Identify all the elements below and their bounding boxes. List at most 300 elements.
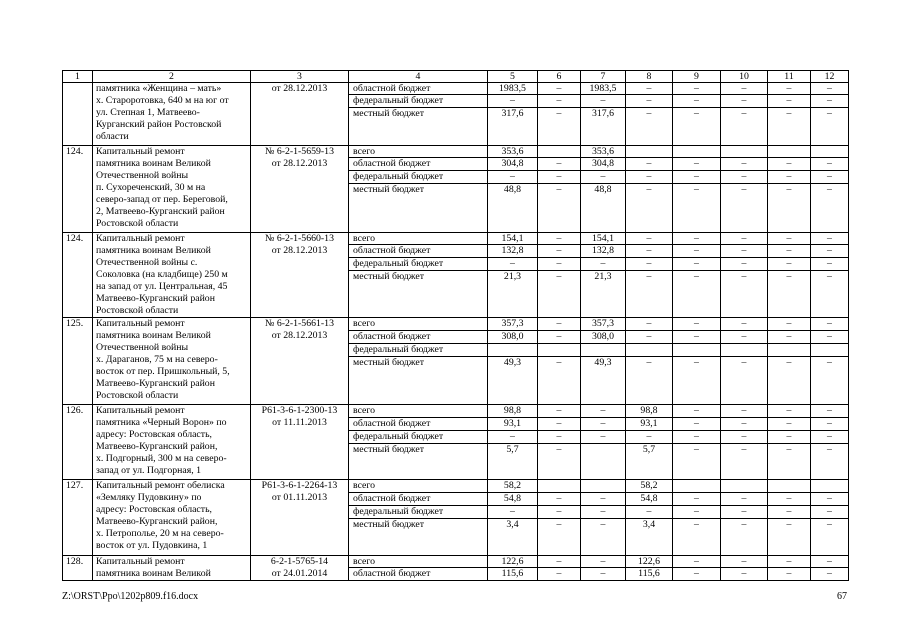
budget-value xyxy=(538,344,581,357)
budget-value: – xyxy=(768,95,811,108)
description-line: Отечественной войны xyxy=(96,342,189,353)
budget-type: всего xyxy=(349,146,488,158)
budget-value: – xyxy=(538,519,581,556)
budget-type: областной бюджет xyxy=(349,418,488,431)
budget-value: 21,3 xyxy=(488,271,538,318)
description-line: Ростовской области xyxy=(96,305,179,316)
document-line: от 28.12.2013 xyxy=(271,83,328,94)
document-reference xyxy=(251,83,349,146)
budget-value: – xyxy=(768,506,811,519)
budget-value xyxy=(811,344,849,357)
description-line: восток от пер. Пришкольный, 5, xyxy=(96,366,230,377)
description-line: х. Староротовка, 640 м на юг от xyxy=(96,95,229,106)
table-row xyxy=(63,556,849,581)
budget-value: – xyxy=(811,418,849,431)
budget-value: – xyxy=(626,271,673,318)
budget-value: – xyxy=(626,431,673,444)
budget-value xyxy=(581,344,626,357)
page-number: 67 xyxy=(837,591,847,602)
document-reference xyxy=(251,556,349,581)
budget-value: – xyxy=(721,493,768,506)
budget-value: – xyxy=(673,331,721,344)
budget-value: – xyxy=(581,258,626,271)
table-header-row xyxy=(63,71,849,83)
budget-value: – xyxy=(538,331,581,344)
budget-value: – xyxy=(811,245,849,258)
budget-value: – xyxy=(721,556,768,568)
budget-type: федеральный бюджет xyxy=(349,431,488,444)
budget-value: – xyxy=(721,357,768,405)
budget-value: – xyxy=(811,184,849,233)
budget-value: – xyxy=(626,258,673,271)
budget-value: – xyxy=(581,405,626,418)
document-line: от 24.01.2014 xyxy=(271,568,328,579)
document-line: Р61-3-6-1-2264-13 xyxy=(261,480,338,491)
budget-value: 308,0 xyxy=(488,331,538,344)
budget-value: – xyxy=(581,556,626,568)
budget-value: 48,8 xyxy=(488,184,538,233)
description-line: Матвеево-Курганский район xyxy=(96,378,215,389)
budget-value xyxy=(626,146,673,158)
description-line: Ростовской области xyxy=(96,218,179,229)
budget-value xyxy=(626,344,673,357)
budget-value: – xyxy=(721,171,768,184)
budget-value: – xyxy=(811,519,849,556)
document-line: 6-2-1-5765-14 xyxy=(270,556,329,567)
budget-value: – xyxy=(768,233,811,245)
budget-type: федеральный бюджет xyxy=(349,344,488,357)
header-cell: 4 xyxy=(349,71,488,83)
budget-value xyxy=(721,146,768,158)
description-line: Капитальный ремонт xyxy=(96,233,185,244)
budget-value: – xyxy=(673,258,721,271)
description-line: ул. Степная 1, Матвеево- xyxy=(96,107,200,118)
budget-value: – xyxy=(811,95,849,108)
description-line: Ростовской области xyxy=(96,390,179,401)
budget-value: – xyxy=(626,318,673,331)
budget-value: – xyxy=(626,184,673,233)
budget-value: – xyxy=(811,258,849,271)
budget-value xyxy=(673,146,721,158)
budget-value: 353,6 xyxy=(581,146,626,158)
budget-value: – xyxy=(673,519,721,556)
budget-value: – xyxy=(721,405,768,418)
budget-value: 132,8 xyxy=(488,245,538,258)
budget-value xyxy=(581,480,626,493)
budget-value: 58,2 xyxy=(626,480,673,493)
budget-value: 308,0 xyxy=(581,331,626,344)
budget-value: – xyxy=(581,171,626,184)
description-line: 2, Матвеево-Курганский район xyxy=(96,206,225,217)
budget-value xyxy=(581,444,626,480)
description-line: Курганский район Ростовской xyxy=(96,119,222,130)
header-cell: 10 xyxy=(721,71,768,83)
budget-type: федеральный бюджет xyxy=(349,95,488,108)
description-line: Матвеево-Курганский район xyxy=(96,293,215,304)
description-line: памятника воинам Великой xyxy=(96,330,211,341)
document-line: от 28.12.2013 xyxy=(271,158,328,169)
budget-value: – xyxy=(811,158,849,171)
budget-value: – xyxy=(538,184,581,233)
row-number xyxy=(63,83,93,146)
budget-value: 353,6 xyxy=(488,146,538,158)
document-line: от 28.12.2013 xyxy=(271,245,328,256)
budget-value xyxy=(488,344,538,357)
header-cell: 8 xyxy=(626,71,673,83)
description-line: памятника «Женщина – мать» xyxy=(96,83,222,94)
document-reference xyxy=(251,480,349,556)
budget-type: областной бюджет xyxy=(349,83,488,95)
budget-value: 154,1 xyxy=(488,233,538,245)
budget-value: – xyxy=(811,444,849,480)
budget-value xyxy=(721,344,768,357)
budget-type: федеральный бюджет xyxy=(349,258,488,271)
budget-value xyxy=(768,344,811,357)
budget-value: 98,8 xyxy=(626,405,673,418)
document-reference xyxy=(251,405,349,480)
budget-value: 115,6 xyxy=(626,568,673,581)
budget-value: 317,6 xyxy=(488,108,538,146)
budget-value: – xyxy=(673,95,721,108)
budget-value: – xyxy=(626,108,673,146)
budget-value: 1983,5 xyxy=(488,83,538,95)
budget-value: – xyxy=(768,258,811,271)
budget-value: – xyxy=(673,171,721,184)
budget-value: – xyxy=(768,519,811,556)
budget-value: – xyxy=(538,271,581,318)
description-line: Отечественной войны xyxy=(96,170,189,181)
budget-value: – xyxy=(626,245,673,258)
budget-value: 304,8 xyxy=(581,158,626,171)
budget-value: – xyxy=(721,568,768,581)
row-number: 124. xyxy=(63,233,93,318)
budget-type: местный бюджет xyxy=(349,271,488,318)
budget-type: всего xyxy=(349,318,488,331)
budget-value: – xyxy=(673,108,721,146)
document-line: № 6-2-1-5661-13 xyxy=(265,318,334,329)
budget-value: – xyxy=(538,318,581,331)
budget-value: – xyxy=(768,245,811,258)
budget-value: – xyxy=(538,493,581,506)
description-line: Капитальный ремонт xyxy=(96,318,185,329)
budget-value: – xyxy=(626,171,673,184)
budget-value: – xyxy=(721,258,768,271)
budget-value: – xyxy=(488,258,538,271)
budget-value: – xyxy=(768,171,811,184)
budget-value: 122,6 xyxy=(488,556,538,568)
budget-value: 5,7 xyxy=(488,444,538,480)
budget-value: – xyxy=(581,431,626,444)
budget-value: – xyxy=(768,405,811,418)
row-number: 124. xyxy=(63,146,93,233)
budget-value: – xyxy=(768,318,811,331)
budget-type: местный бюджет xyxy=(349,184,488,233)
budget-value: 154,1 xyxy=(581,233,626,245)
budget-value xyxy=(768,480,811,493)
budget-value: – xyxy=(538,506,581,519)
budget-value: – xyxy=(768,184,811,233)
budget-value: – xyxy=(673,431,721,444)
budget-value: 115,6 xyxy=(488,568,538,581)
description-line: «Земляку Пудовкину» по xyxy=(96,492,202,503)
budget-value: – xyxy=(768,431,811,444)
budget-value: – xyxy=(581,506,626,519)
budget-value: – xyxy=(768,357,811,405)
table-row xyxy=(63,318,849,405)
budget-value: – xyxy=(538,556,581,568)
budget-value: – xyxy=(721,444,768,480)
budget-value: – xyxy=(673,405,721,418)
budget-value: – xyxy=(626,506,673,519)
budget-value: – xyxy=(721,184,768,233)
budget-value: 54,8 xyxy=(488,493,538,506)
object-description xyxy=(93,556,251,581)
description-line: Матвеево-Курганский район, xyxy=(96,516,218,527)
description-line: памятника воинам Великой xyxy=(96,568,211,579)
description-line: Соколовка (на кладбище) 250 м xyxy=(96,269,228,280)
budget-value: – xyxy=(538,258,581,271)
budget-type: федеральный бюджет xyxy=(349,506,488,519)
budget-value: 93,1 xyxy=(626,418,673,431)
budget-value xyxy=(673,480,721,493)
header-cell: 3 xyxy=(251,71,349,83)
budget-value: – xyxy=(721,95,768,108)
budget-value: 357,3 xyxy=(488,318,538,331)
description-line: Капитальный ремонт xyxy=(96,556,185,567)
budget-value: 304,8 xyxy=(488,158,538,171)
table-row xyxy=(63,146,849,233)
budget-value: – xyxy=(811,233,849,245)
budget-value: 98,8 xyxy=(488,405,538,418)
object-description xyxy=(93,318,251,405)
budget-value: – xyxy=(768,568,811,581)
budget-type: всего xyxy=(349,480,488,493)
header-cell: 9 xyxy=(673,71,721,83)
document-reference xyxy=(251,233,349,318)
description-line: х. Подгорный, 300 м на северо- xyxy=(96,453,227,464)
budget-value: – xyxy=(488,431,538,444)
budget-value: 357,3 xyxy=(581,318,626,331)
budget-value xyxy=(721,480,768,493)
description-line: северо-запад от пер. Береговой, xyxy=(96,194,228,205)
budget-value: 3,4 xyxy=(488,519,538,556)
budget-value: 49,3 xyxy=(488,357,538,405)
document-line: от 28.12.2013 xyxy=(271,330,328,341)
budget-value: – xyxy=(538,431,581,444)
budget-value: – xyxy=(673,158,721,171)
description-line: области xyxy=(96,131,129,142)
description-line: п. Сухореченский, 30 м на xyxy=(96,182,206,193)
budget-value: – xyxy=(768,331,811,344)
description-line: Капитальный ремонт xyxy=(96,405,185,416)
document-line: от 01.11.2013 xyxy=(271,492,328,503)
budget-value: – xyxy=(721,431,768,444)
budget-value: – xyxy=(768,158,811,171)
budget-value: – xyxy=(811,506,849,519)
budget-value: – xyxy=(673,233,721,245)
budget-value: 3,4 xyxy=(626,519,673,556)
description-line: х. Петрополье, 20 м на северо- xyxy=(96,528,224,539)
budget-value: – xyxy=(721,506,768,519)
budget-value xyxy=(538,480,581,493)
budget-value: – xyxy=(768,444,811,480)
budget-value: 317,6 xyxy=(581,108,626,146)
budget-value: 122,6 xyxy=(626,556,673,568)
budget-value: – xyxy=(673,418,721,431)
budget-value: – xyxy=(673,568,721,581)
budget-value: – xyxy=(673,493,721,506)
document-reference xyxy=(251,146,349,233)
document-reference xyxy=(251,318,349,405)
budget-table xyxy=(62,70,849,581)
budget-value: – xyxy=(626,357,673,405)
budget-value: 21,3 xyxy=(581,271,626,318)
header-cell: 2 xyxy=(93,71,251,83)
budget-value: – xyxy=(811,331,849,344)
budget-value: 54,8 xyxy=(626,493,673,506)
budget-type: всего xyxy=(349,556,488,568)
budget-value: – xyxy=(721,233,768,245)
budget-value: – xyxy=(538,171,581,184)
budget-value: 132,8 xyxy=(581,245,626,258)
budget-value: – xyxy=(581,568,626,581)
file-path: Z:\ORST\Ppo\1202p809.f16.docx xyxy=(62,591,199,602)
budget-value: – xyxy=(721,418,768,431)
budget-value: – xyxy=(538,568,581,581)
budget-value: – xyxy=(626,331,673,344)
budget-value: – xyxy=(673,271,721,318)
header-cell: 5 xyxy=(488,71,538,83)
budget-value: 49,3 xyxy=(581,357,626,405)
table-row xyxy=(63,480,849,556)
budget-value: – xyxy=(626,95,673,108)
budget-value: – xyxy=(811,568,849,581)
description-line: адресу: Ростовская область, xyxy=(96,429,212,440)
budget-value: – xyxy=(811,431,849,444)
budget-type: областной бюджет xyxy=(349,568,488,581)
budget-value: – xyxy=(673,184,721,233)
budget-value: – xyxy=(811,108,849,146)
header-cell: 11 xyxy=(768,71,811,83)
budget-type: местный бюджет xyxy=(349,519,488,556)
object-description xyxy=(93,405,251,480)
budget-value: – xyxy=(811,171,849,184)
budget-type: областной бюджет xyxy=(349,493,488,506)
budget-type: местный бюджет xyxy=(349,357,488,405)
budget-value: – xyxy=(673,318,721,331)
budget-value: 93,1 xyxy=(488,418,538,431)
budget-value: – xyxy=(721,108,768,146)
object-description xyxy=(93,146,251,233)
budget-value: – xyxy=(811,83,849,95)
budget-value: – xyxy=(673,556,721,568)
table-row xyxy=(63,233,849,318)
budget-value: – xyxy=(538,245,581,258)
budget-value xyxy=(538,146,581,158)
budget-value: – xyxy=(811,318,849,331)
description-line: восток от ул. Пудовкина, 1 xyxy=(96,540,208,551)
object-description xyxy=(93,480,251,556)
description-line: х. Дараганов, 75 м на северо- xyxy=(96,354,218,365)
budget-value: – xyxy=(538,444,581,480)
budget-value: – xyxy=(626,233,673,245)
budget-value: – xyxy=(768,271,811,318)
description-line: на запад от ул. Центральная, 45 xyxy=(96,281,228,292)
budget-type: областной бюджет xyxy=(349,331,488,344)
row-number: 126. xyxy=(63,405,93,480)
document-line: от 11.11.2013 xyxy=(272,417,327,428)
budget-value: – xyxy=(721,271,768,318)
description-line: Матвеево-Курганский район, xyxy=(96,441,218,452)
budget-value: – xyxy=(768,418,811,431)
description-line: памятника «Черный Ворон» по xyxy=(96,417,227,428)
object-description xyxy=(93,83,251,146)
row-number: 127. xyxy=(63,480,93,556)
budget-value: – xyxy=(721,519,768,556)
budget-value: 5,7 xyxy=(626,444,673,480)
description-line: памятника воинам Великой xyxy=(96,245,211,256)
budget-value xyxy=(811,480,849,493)
document-line: Р61-3-6-1-2300-13 xyxy=(261,405,338,416)
budget-value: – xyxy=(721,245,768,258)
budget-value: 1983,5 xyxy=(581,83,626,95)
description-line: адресу: Ростовская область, xyxy=(96,504,212,515)
budget-value: – xyxy=(721,318,768,331)
budget-value: – xyxy=(538,158,581,171)
budget-value: – xyxy=(811,271,849,318)
budget-value: – xyxy=(488,95,538,108)
document-line: № 6-2-1-5659-13 xyxy=(265,146,334,157)
budget-value: – xyxy=(811,556,849,568)
header-cell: 1 xyxy=(63,71,93,83)
budget-value: – xyxy=(538,233,581,245)
description-line: памятника воинам Великой xyxy=(96,158,211,169)
budget-value: – xyxy=(811,493,849,506)
budget-value: – xyxy=(768,83,811,95)
header-cell: 7 xyxy=(581,71,626,83)
budget-value: – xyxy=(768,493,811,506)
budget-value: – xyxy=(721,331,768,344)
budget-value xyxy=(811,146,849,158)
budget-value: – xyxy=(538,108,581,146)
budget-value: – xyxy=(673,245,721,258)
budget-value: – xyxy=(581,493,626,506)
budget-value: – xyxy=(488,506,538,519)
row-number: 128. xyxy=(63,556,93,581)
budget-type: местный бюджет xyxy=(349,108,488,146)
description-line: Капитальный ремонт xyxy=(96,146,185,157)
table-row xyxy=(63,405,849,480)
document-line: № 6-2-1-5660-13 xyxy=(265,233,334,244)
budget-value: – xyxy=(538,405,581,418)
budget-value: – xyxy=(768,556,811,568)
budget-value: – xyxy=(581,418,626,431)
budget-type: всего xyxy=(349,405,488,418)
budget-value: – xyxy=(673,444,721,480)
description-line: Капитальный ремонт обелиска xyxy=(96,480,225,491)
description-line: запад от ул. Подгорная, 1 xyxy=(96,465,202,476)
budget-value: – xyxy=(581,519,626,556)
budget-value: 48,8 xyxy=(581,184,626,233)
budget-type: местный бюджет xyxy=(349,444,488,480)
budget-value xyxy=(673,344,721,357)
budget-value: – xyxy=(768,108,811,146)
header-cell: 12 xyxy=(811,71,849,83)
budget-value: – xyxy=(811,405,849,418)
header-cell: 6 xyxy=(538,71,581,83)
budget-value: – xyxy=(626,158,673,171)
budget-type: областной бюджет xyxy=(349,158,488,171)
